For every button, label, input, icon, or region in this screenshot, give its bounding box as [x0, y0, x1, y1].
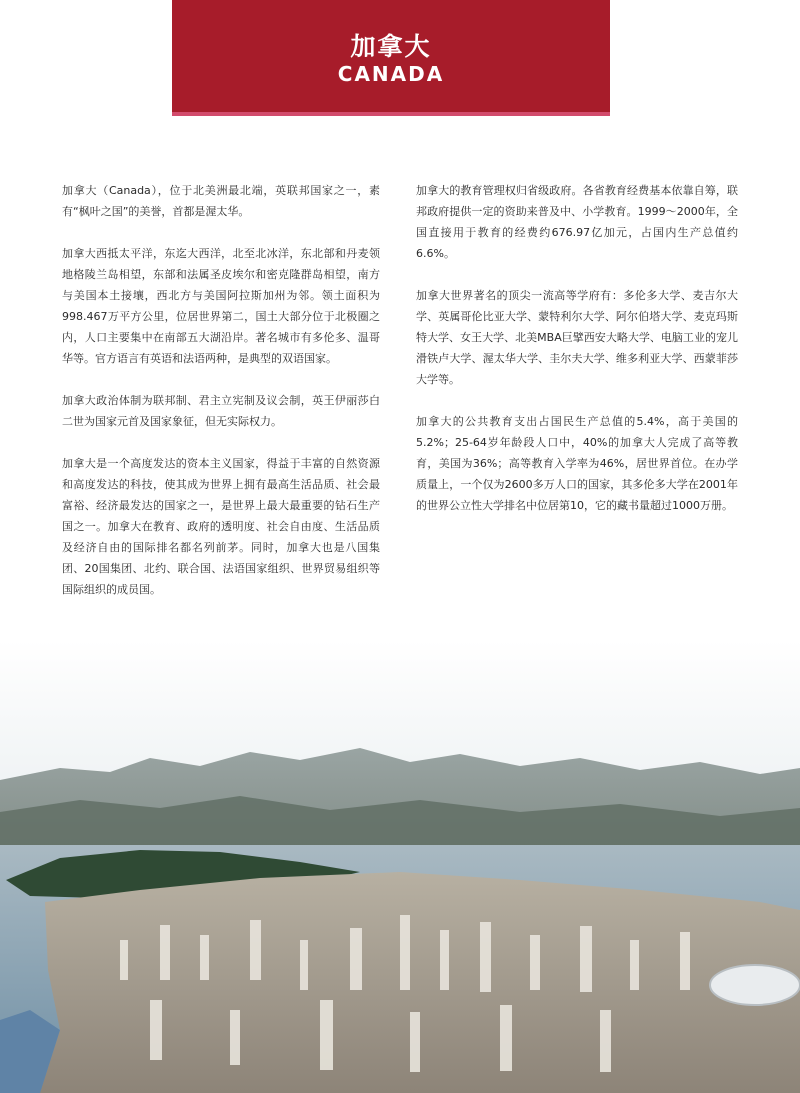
paragraph-overview: 加拿大（Canada），位于北美洲最北端，英联邦国家之一，素有“枫叶之国”的美誉，首都是渥太华。 — [62, 184, 380, 218]
paragraph-geography: 加拿大西抵太平洋，东迄大西洋，北至北冰洋，东北部和丹麦领地格陵兰岛相望，东部和法属圣皮埃尔和密克隆群岛相望，南方与美国本土接壤，西北方与美国阿拉斯加州为邻。领土面积为998.467万平方公里，位居世界第二，国土大部分位于北极圈之内，人口主要集中在南部五大湖沿岸。著名城市有多伦多、温哥华等。官方语言有英语和法语两种，是典型的双语国家。 — [62, 247, 380, 365]
paragraph-economy: 加拿大是一个高度发达的资本主义国家，得益于丰富的自然资源和高度发达的科技，使其成为世界上拥有最高生活品质、社会最富裕、经济最发达的国家之一，是世界上最大最重要的钻石生产国之一。加拿大在教育、政府的透明度、社会自由度、生活品质及经济自由的国际排名都名列前茅。同时，加拿大也是八国集团、20国集团、北约、联合国、法语国家组织、世界贸易组织等国际组织的成员国。 — [62, 457, 380, 596]
paragraph-education-spending: 加拿大的公共教育支出占国民生产总值的5.4%，高于美国的5.2%；25-64岁年龄段人口中，40%的加拿大人完成了高等教育，美国为36%；高等教育入学率为46%，居世界首位。在办学质量上，一个仅为2600多万人口的国家，其多伦多大学在2001年的世界公立性大学排名中位居第10，它的藏书量超过1000万册。 — [416, 415, 738, 512]
right-text-column — [416, 180, 738, 537]
left-text-column — [62, 180, 380, 621]
page-title-english: CANADA — [337, 62, 445, 86]
page-title-chinese: 加拿大 — [350, 32, 432, 61]
title-banner — [172, 0, 610, 112]
paragraph-universities: 加拿大世界著名的顶尖一流高等学府有：多伦多大学、麦吉尔大学、英属哥伦比亚大学、蒙特利尔大学、阿尔伯塔大学、麦克玛斯特大学、女王大学、北美MBA巨擘西安大略大学、电脑工业的宠儿滑铁卢大学、渥太华大学、圭尔夫大学、维多利亚大学、西蒙菲莎大学等。 — [416, 289, 738, 386]
paragraph-education-admin: 加拿大的教育管理权归省级政府。各省教育经费基本依靠自筹，联邦政府提供一定的资助来普及中、小学教育。1999～2000年，全国直接用于教育的经费约676.97亿加元，占国内生产总值约6.6%。 — [416, 184, 738, 260]
vancouver-aerial-photo — [0, 640, 800, 1093]
paragraph-politics: 加拿大政治体制为联邦制、君主立宪制及议会制，英王伊丽莎白二世为国家元首及国家象征，但无实际权力。 — [62, 394, 380, 428]
